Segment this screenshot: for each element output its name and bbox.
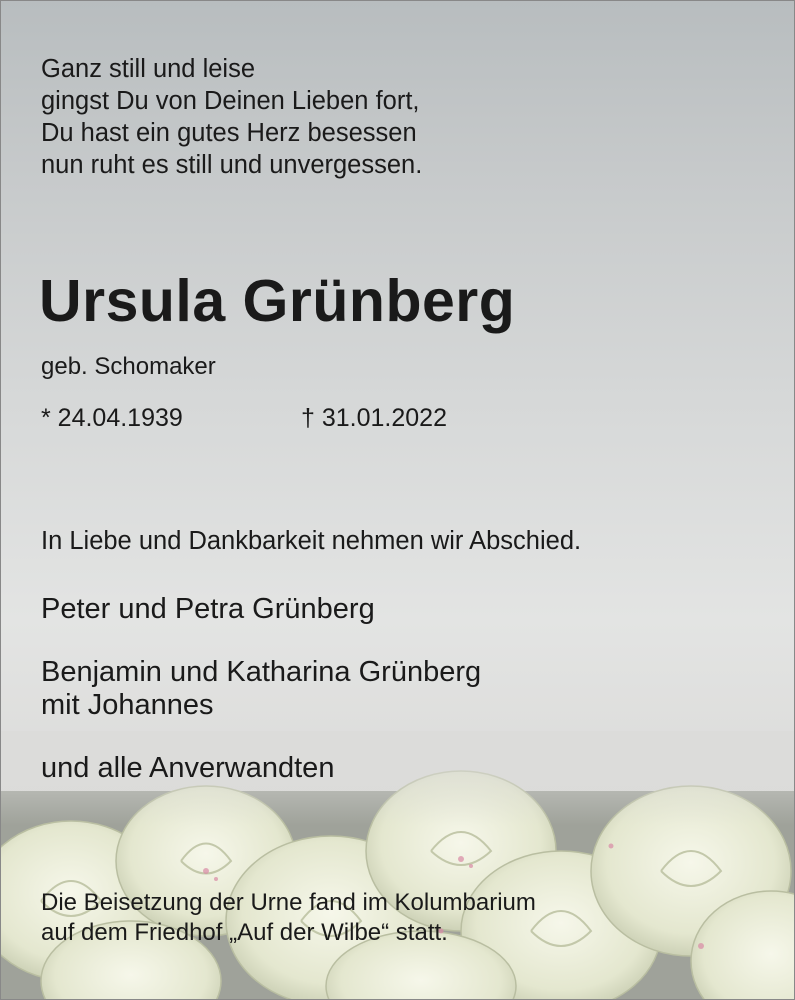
mourner-line: mit Johannes: [41, 689, 214, 721]
memorial-verse: [41, 53, 422, 181]
funeral-note: [41, 888, 536, 948]
verse-line: nun ruht es still und unvergessen.: [41, 151, 423, 179]
maiden-name: geb. Schomaker: [41, 353, 216, 380]
farewell-text: In Liebe und Dankbarkeit nehmen wir Abschied.: [41, 527, 582, 555]
verse-line: Du hast ein gutes Herz besessen: [41, 119, 417, 147]
birth-date: * 24.04.1939: [41, 404, 183, 432]
mourner-line: Benjamin und Katharina Grünberg: [41, 656, 482, 688]
mourner-line: und alle Anverwandten: [41, 752, 335, 784]
mourner-group: [41, 593, 481, 626]
verse-line: Ganz still und leise: [41, 55, 256, 83]
death-date: † 31.01.2022: [301, 404, 447, 432]
deceased-name: Ursula Grünberg: [39, 268, 516, 334]
mourners-list: [41, 593, 481, 815]
mourner-line: Peter und Petra Grünberg: [41, 593, 375, 625]
funeral-note-line: Die Beisetzung der Urne fand im Kolumbarium: [41, 889, 536, 916]
verse-line: gingst Du von Deinen Lieben fort,: [41, 87, 420, 115]
funeral-note-line: auf dem Friedhof „Auf der Wilbe“ statt.: [41, 919, 448, 946]
mourner-group: [41, 656, 481, 722]
mourner-group: [41, 752, 481, 785]
